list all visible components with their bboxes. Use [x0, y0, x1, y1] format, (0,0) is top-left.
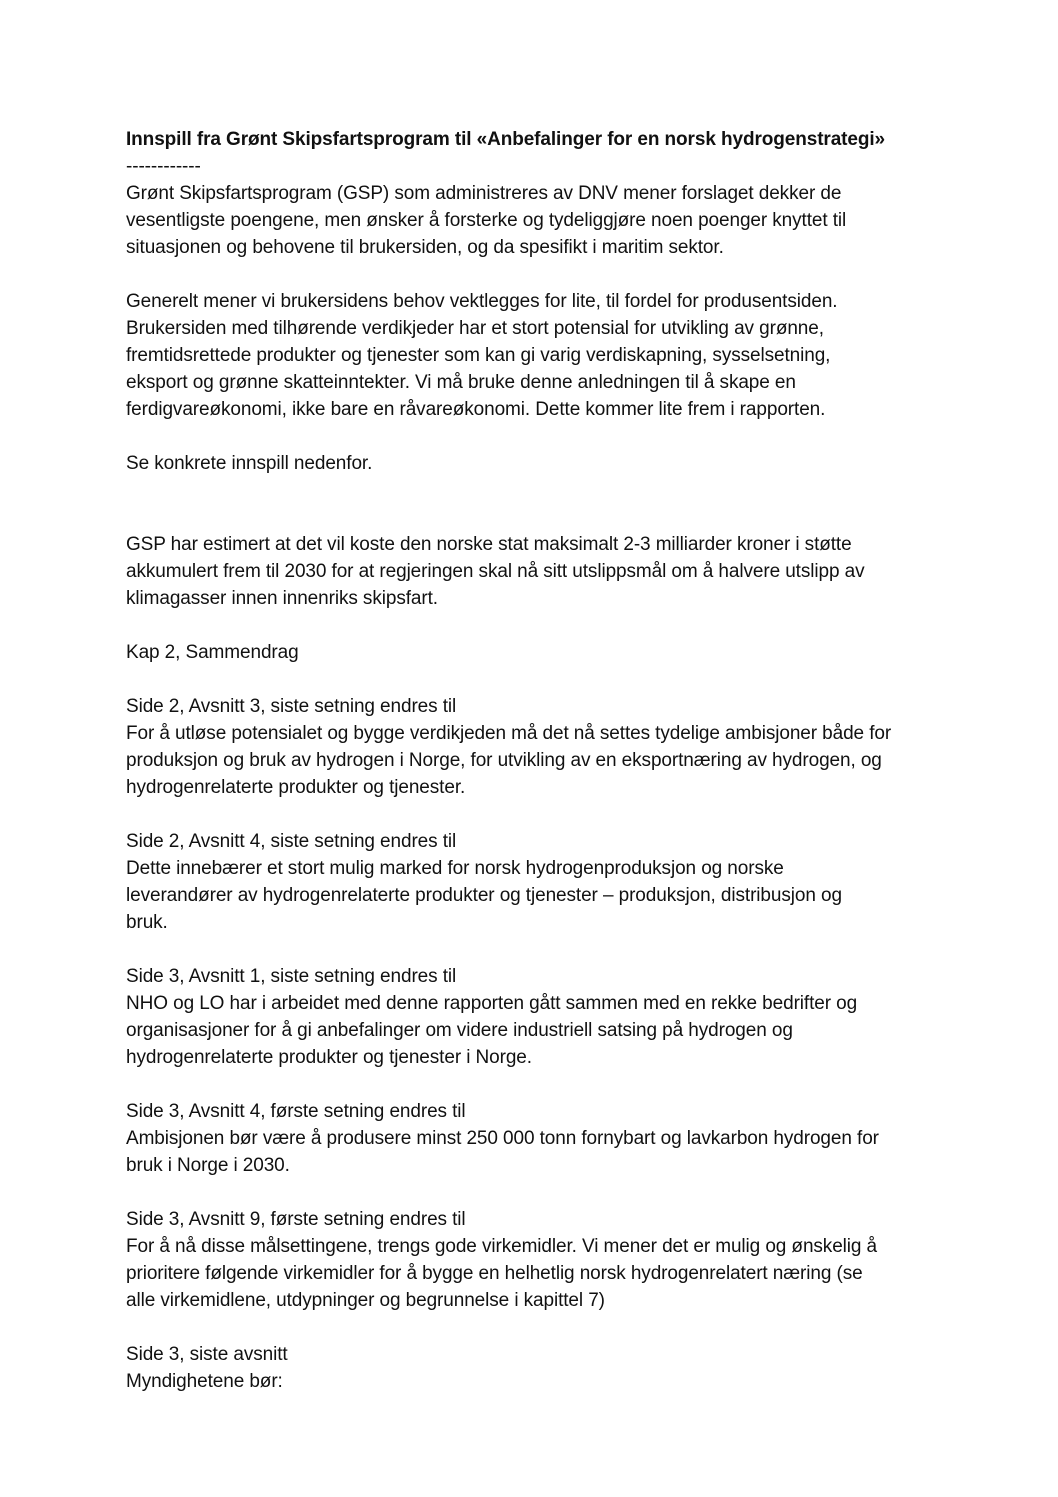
section-text — [126, 855, 926, 936]
text-line: klimagasser innen innenriks skipsfart. — [126, 588, 438, 609]
section-text — [126, 720, 926, 801]
text-line: leverandører av hydrogenrelaterte produkter og tjenester – produksjon, distribusjon og — [126, 885, 842, 906]
section-heading: Side 2, Avsnitt 3, siste setning endres til — [126, 696, 457, 717]
section-block — [126, 1206, 926, 1314]
text-line: For å nå disse målsettingene, trengs gode virkemidler. Vi mener det er mulig og ønskelig å — [126, 1236, 878, 1257]
text-line: Grønt Skipsfartsprogram (GSP) som administreres av DNV mener forslaget dekker de — [126, 183, 842, 204]
chapter-heading: Kap 2, Sammendrag — [126, 642, 299, 663]
text-line: produksjon og bruk av hydrogen i Norge, for utvikling av en eksportnæring av hydrogen, og — [126, 750, 882, 771]
section-block — [126, 693, 926, 801]
see-below-paragraph: Se konkrete innspill nedenfor. — [126, 453, 373, 474]
text-line: GSP har estimert at det vil koste den norske stat maksimalt 2-3 milliarder kroner i støtte — [126, 534, 852, 555]
text-line: Dette innebærer et stort mulig marked for norsk hydrogenproduksjon og norske — [126, 858, 784, 879]
document-page — [126, 126, 926, 1395]
text-line: eksport og grønne skatteinntekter. Vi må bruke denne anledningen til å skape en — [126, 372, 796, 393]
text-line: bruk i Norge i 2030. — [126, 1155, 290, 1176]
text-line: akkumulert frem til 2030 for at regjeringen skal nå sitt utslippsmål om å halvere utslipp av — [126, 561, 865, 582]
text-line: fremtidsrettede produkter og tjenester som kan gi varig verdiskapning, sysselsetning, — [126, 345, 831, 366]
text-line: NHO og LO har i arbeidet med denne rapporten gått sammen med en rekke bedrifter og — [126, 993, 858, 1014]
section-block — [126, 1341, 926, 1395]
text-line: Ambisjonen bør være å produsere minst 250 000 tonn fornybart og lavkarbon hydrogen for — [126, 1128, 879, 1149]
intro-paragraph — [126, 180, 926, 261]
section-block — [126, 1098, 926, 1179]
text-line: prioritere følgende virkemidler for å bygge en helhetlig norsk hydrogenrelatert næring (se — [126, 1263, 863, 1284]
section-block — [126, 963, 926, 1071]
section-heading: Side 2, Avsnitt 4, siste setning endres til — [126, 831, 457, 852]
text-line: hydrogenrelaterte produkter og tjenester i Norge. — [126, 1047, 532, 1068]
text-line: organisasjoner for å gi anbefalinger om videre industriell satsing på hydrogen og — [126, 1020, 793, 1041]
section-text — [126, 1125, 926, 1179]
document-title: Innspill fra Grønt Skipsfartsprogram til «Anbefalinger for en norsk hydrogenstrategi» — [126, 129, 886, 150]
text-line: Myndighetene bør: — [126, 1371, 283, 1392]
text-line: alle virkemidlene, utdypninger og begrunnelse i kapittel 7) — [126, 1290, 605, 1311]
section-heading: Side 3, Avsnitt 9, første setning endres til — [126, 1209, 466, 1230]
text-line: bruk. — [126, 912, 168, 933]
text-line: situasjonen og behovene til brukersiden, og da spesifikt i maritim sektor. — [126, 237, 724, 258]
text-line: Brukersiden med tilhørende verdikjeder har et stort potensial for utvikling av grønne, — [126, 318, 824, 339]
general-paragraph — [126, 288, 926, 423]
section-block — [126, 828, 926, 936]
text-line: vesentligste poengene, men ønsker å forsterke og tydeliggjøre noen poenger knyttet til — [126, 210, 847, 231]
section-text — [126, 1233, 926, 1314]
section-heading: Side 3, Avsnitt 1, siste setning endres til — [126, 966, 457, 987]
section-text — [126, 990, 926, 1071]
estimate-paragraph — [126, 531, 926, 612]
section-text — [126, 1368, 926, 1395]
section-heading: Side 3, siste avsnitt — [126, 1344, 288, 1365]
text-line: hydrogenrelaterte produkter og tjenester. — [126, 777, 466, 798]
text-line: Generelt mener vi brukersidens behov vektlegges for lite, til fordel for produsentsiden. — [126, 291, 838, 312]
text-line: ferdigvareøkonomi, ikke bare en råvareøkonomi. Dette kommer lite frem i rapporten. — [126, 399, 826, 420]
separator-line: ------------ — [126, 156, 201, 177]
text-line: For å utløse potensialet og bygge verdikjeden må det nå settes tydelige ambisjoner både for — [126, 723, 892, 744]
section-heading: Side 3, Avsnitt 4, første setning endres til — [126, 1101, 466, 1122]
